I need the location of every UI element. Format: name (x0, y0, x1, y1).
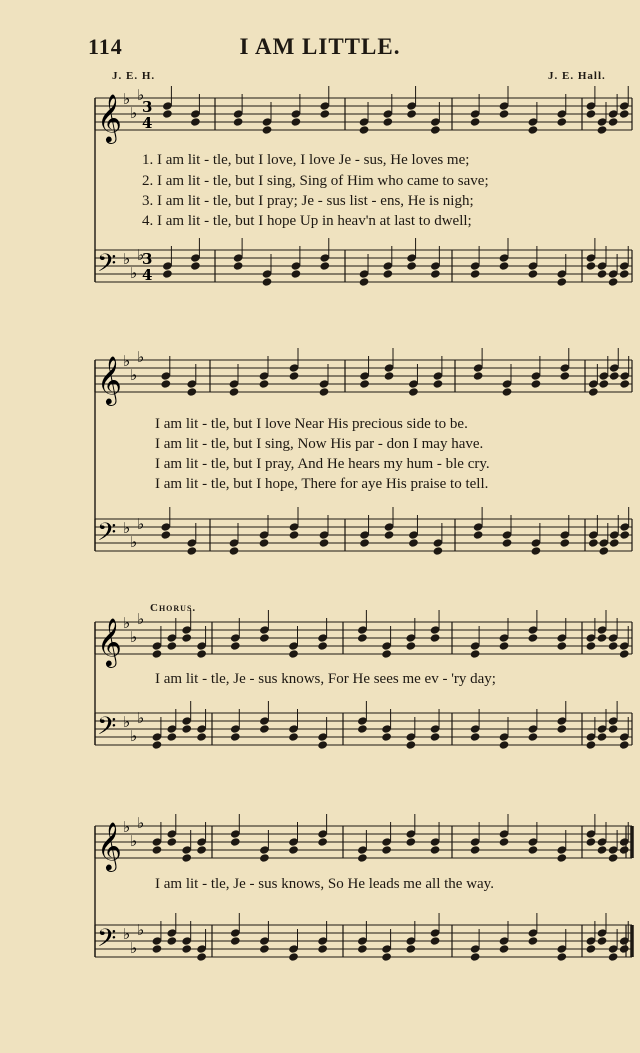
svg-text:4: 4 (142, 266, 153, 284)
verse-1-line-1: 1. I am lit - tle, but I love, I love Je - sus, He loves me; (142, 152, 470, 168)
chorus-label: Chorus. (150, 602, 197, 614)
svg-text:♭: ♭ (130, 533, 138, 551)
treble-clef-icon: 𝄞 (97, 93, 122, 142)
svg-text:♭: ♭ (137, 348, 145, 366)
svg-text:♭: ♭ (137, 921, 145, 939)
treble-clef-icon: 𝄞 (97, 355, 122, 404)
bass-clef-icon: 𝄢 (97, 518, 117, 553)
svg-text:♭: ♭ (130, 264, 138, 282)
svg-text:♭: ♭ (137, 246, 145, 264)
verse-4-line-1: 4. I am lit - tle, but I hope Up in heav'n at last to dwell; (142, 213, 472, 229)
verse-4-line-2: I am lit - tle, but I hope, There for aye His praise to tell. (155, 476, 489, 492)
svg-text:♭: ♭ (123, 250, 131, 268)
svg-text:♭: ♭ (130, 939, 138, 957)
treble-clef-icon: 𝄞 (97, 821, 122, 870)
verse-1-line-2: I am lit - tle, but I love Near His precious side to be. (155, 416, 468, 432)
svg-text:♭: ♭ (123, 925, 131, 943)
svg-text:♭: ♭ (123, 352, 131, 370)
svg-text:♭: ♭ (137, 814, 145, 832)
treble-clef-icon: 𝄞 (97, 617, 122, 666)
svg-text:♭: ♭ (130, 727, 138, 745)
svg-text:♭: ♭ (130, 832, 138, 850)
hymn-title: I AM LITTLE. (239, 34, 401, 59)
svg-text:3: 3 (142, 98, 153, 116)
svg-text:♭: ♭ (130, 628, 138, 646)
svg-text:3: 3 (142, 250, 153, 268)
svg-text:♭: ♭ (123, 90, 131, 108)
svg-text:♭: ♭ (123, 713, 131, 731)
chorus-line-2: I am lit - tle, Je - sus knows, So He leads me all the way. (155, 876, 494, 892)
svg-text:♭: ♭ (130, 366, 138, 384)
svg-text:♭: ♭ (137, 515, 145, 533)
composer-credit: J. E. Hall. (548, 70, 606, 82)
page-number: 114 (88, 34, 123, 59)
bass-clef-icon: 𝄢 (97, 712, 117, 747)
bass-clef-icon: 𝄢 (97, 249, 117, 284)
verse-2-line-1: 2. I am lit - tle, but I sing, Sing of Him who came to save; (142, 173, 489, 189)
svg-text:♭: ♭ (130, 104, 138, 122)
lyricist-credit: J. E. H. (112, 70, 156, 82)
verse-2-line-2: I am lit - tle, but I sing, Now His par - don I may have. (155, 436, 484, 452)
svg-text:4: 4 (142, 114, 153, 132)
svg-text:♭: ♭ (123, 519, 131, 537)
chorus-line-1: I am lit - tle, Je - sus knows, For He sees me ev - 'ry day; (155, 671, 496, 687)
svg-text:♭: ♭ (137, 610, 145, 628)
svg-text:♭: ♭ (137, 709, 145, 727)
svg-text:♭: ♭ (137, 86, 145, 104)
svg-text:♭: ♭ (123, 818, 131, 836)
verse-3-line-2: I am lit - tle, but I pray, And He hears my hum - ble cry. (155, 456, 490, 472)
svg-text:♭: ♭ (123, 614, 131, 632)
verse-3-line-1: 3. I am lit - tle, but I pray; Je - sus list - ens, He is nigh; (142, 193, 474, 209)
bass-clef-icon: 𝄢 (97, 924, 117, 959)
